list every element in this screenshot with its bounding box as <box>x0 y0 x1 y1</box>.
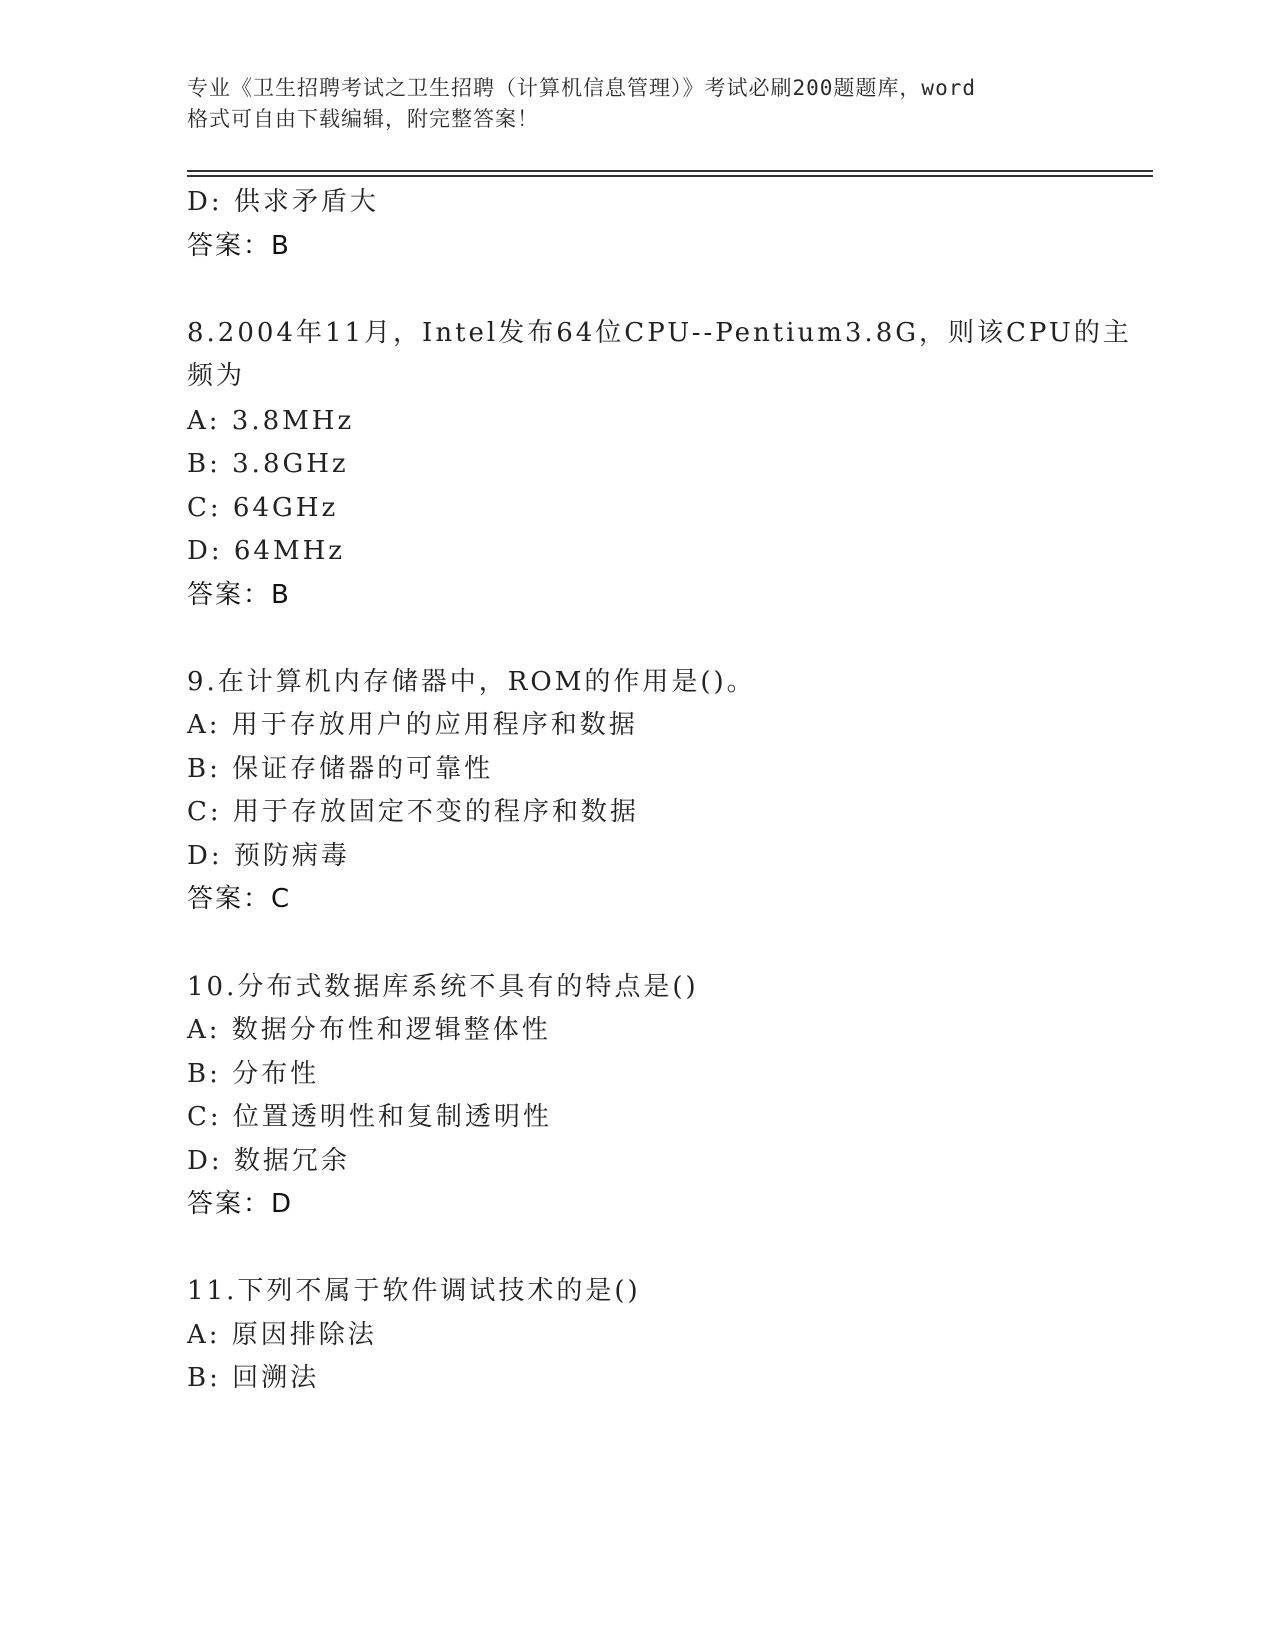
option-c: C: 位置透明性和复制透明性 <box>187 1102 552 1132</box>
question-stem: 8.2004年11月，Intel发布64位CPU--Pentium3.8G，则该CPU的主 <box>187 318 1132 348</box>
prev-question-option-d: D: 供求矛盾大 <box>187 187 379 217</box>
option-d: D: 预防病毒 <box>187 841 350 871</box>
option-c: C: 64GHz <box>187 493 339 523</box>
answer: 答案：D <box>187 1189 294 1219</box>
option-b: B: 分布性 <box>187 1059 320 1089</box>
question-stem: 11.下列不属于软件调试技术的是() <box>187 1276 641 1306</box>
option-a: A: 原因排除法 <box>187 1320 377 1350</box>
header-title-line-2: 格式可自由下载编辑，附完整答案！ <box>187 107 539 131</box>
option-a: A: 用于存放用户的应用程序和数据 <box>187 710 638 740</box>
option-d: D: 数据冗余 <box>187 1146 350 1176</box>
option-a: A: 3.8MHz <box>187 406 355 436</box>
option-b: B: 回溯法 <box>187 1363 320 1393</box>
header-title-line-1: 专业《卫生招聘考试之卫生招聘（计算机信息管理）》考试必刷200题题库，word <box>187 76 976 100</box>
prev-question-answer: 答案：B <box>187 231 291 261</box>
header-divider-secondary <box>187 175 1153 177</box>
option-d: D: 64MHz <box>187 536 345 566</box>
option-b: B: 3.8GHz <box>187 449 349 479</box>
option-b: B: 保证存储器的可靠性 <box>187 754 494 784</box>
option-a: A: 数据分布性和逻辑整体性 <box>187 1015 551 1045</box>
answer: 答案：C <box>187 884 292 914</box>
answer: 答案：B <box>187 580 291 610</box>
question-stem-continued: 频为 <box>187 361 246 391</box>
question-stem: 10.分布式数据库系统不具有的特点是() <box>187 972 699 1002</box>
option-c: C: 用于存放固定不变的程序和数据 <box>187 797 639 827</box>
header-divider <box>187 170 1153 172</box>
question-stem: 9.在计算机内存储器中，ROM的作用是()。 <box>187 667 756 697</box>
